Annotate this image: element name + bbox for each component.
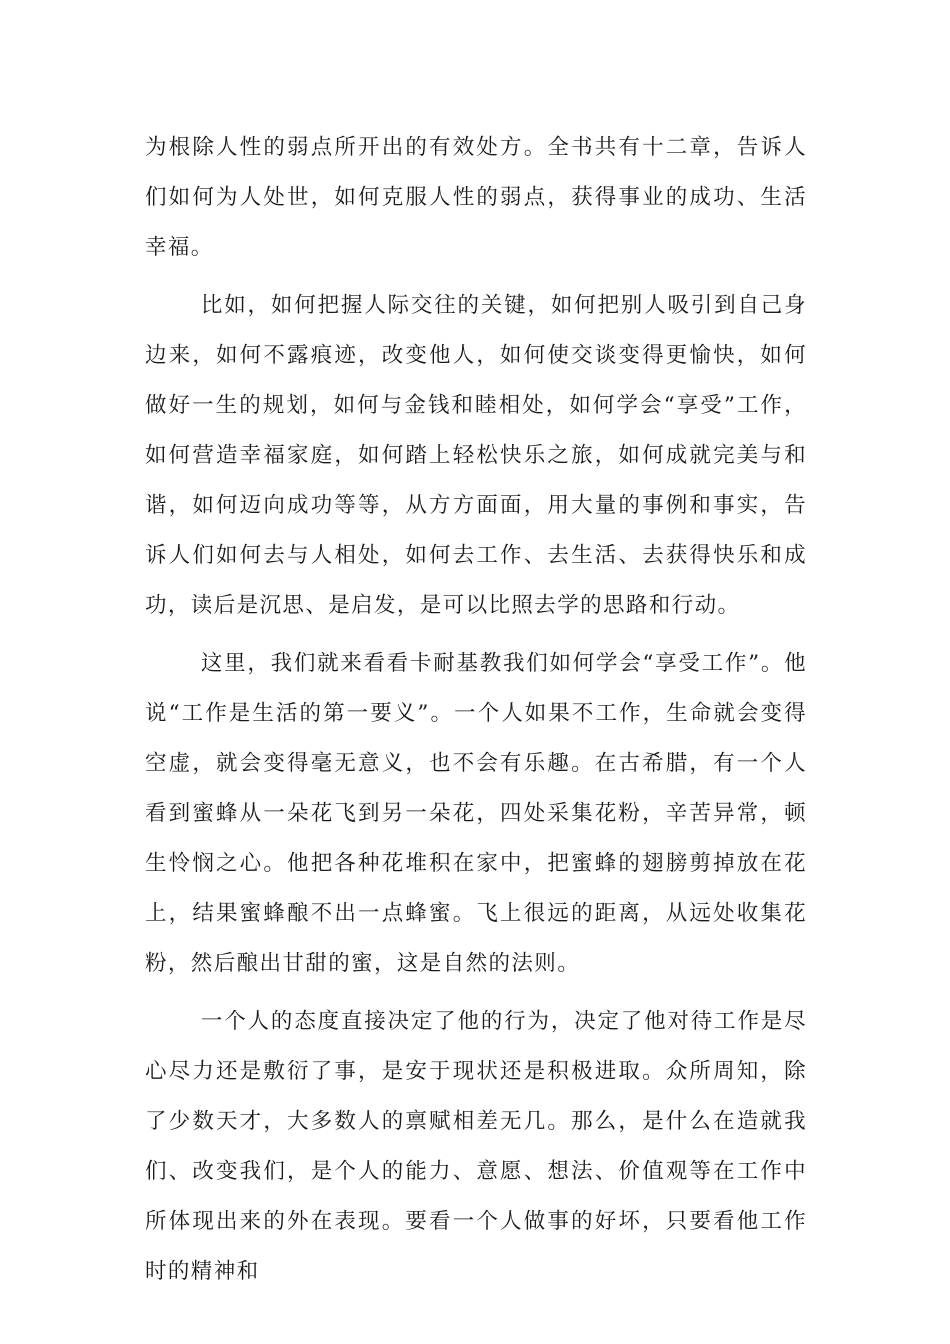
document-body <box>145 123 807 1305</box>
paragraph-intro-continuation: 为根除人性的弱点所开出的有效处方。全书共有十二章，告诉人们如何为人处世，如何克服人性的弱点，获得事业的成功、生活幸福。 <box>145 135 807 260</box>
paragraph-examples: 比如，如何把握人际交往的关键，如何把别人吸引到自己身边来，如何不露痕迹，改变他人，如何使交谈变得更愉快，如何做好一生的规划，如何与金钱和睦相处，如何学会“享受”工作，如何营造幸福家庭，如何踏上轻松快乐之旅，如何成就完美与和谐，如何迈向成功等等，从方方面面，用大量的事例和事实，告诉人们如何去与人相处，如何去工作、去生活、去获得快乐和成功，读后是沉思、是启发，是可以比照去学的思路和行动。 <box>145 293 807 618</box>
paragraph-enjoy-work: 这里，我们就来看看卡耐基教我们如何学会“享受工作”。他说“工作是生活的第一要义”。一个人如果不工作，生命就会变得空虚，就会变得毫无意义，也不会有乐趣。在古希腊，有一个人看到蜜蜂从一朵花飞到另一朵花，四处采集花粉，辛苦异常，顿生怜悯之心。他把各种花堆积在家中，把蜜蜂的翅膀剪掉放在花上，结果蜜蜂酿不出一点蜂蜜。飞上很远的距离，从远处收集花粉，然后酿出甘甜的蜜，这是自然的法则。 <box>145 651 807 976</box>
paragraph-attitude: 一个人的态度直接决定了他的行为，决定了他对待工作是尽心尽力还是敷衍了事，是安于现状还是积极进取。众所周知，除了少数天才，大多数人的禀赋相差无几。那么，是什么在造就我们、改变我们，是个人的能力、意愿、想法、价值观等在工作中所体现出来的外在表现。要看一个人做事的好坏，只要看他工作时的精神和 <box>145 1009 807 1284</box>
